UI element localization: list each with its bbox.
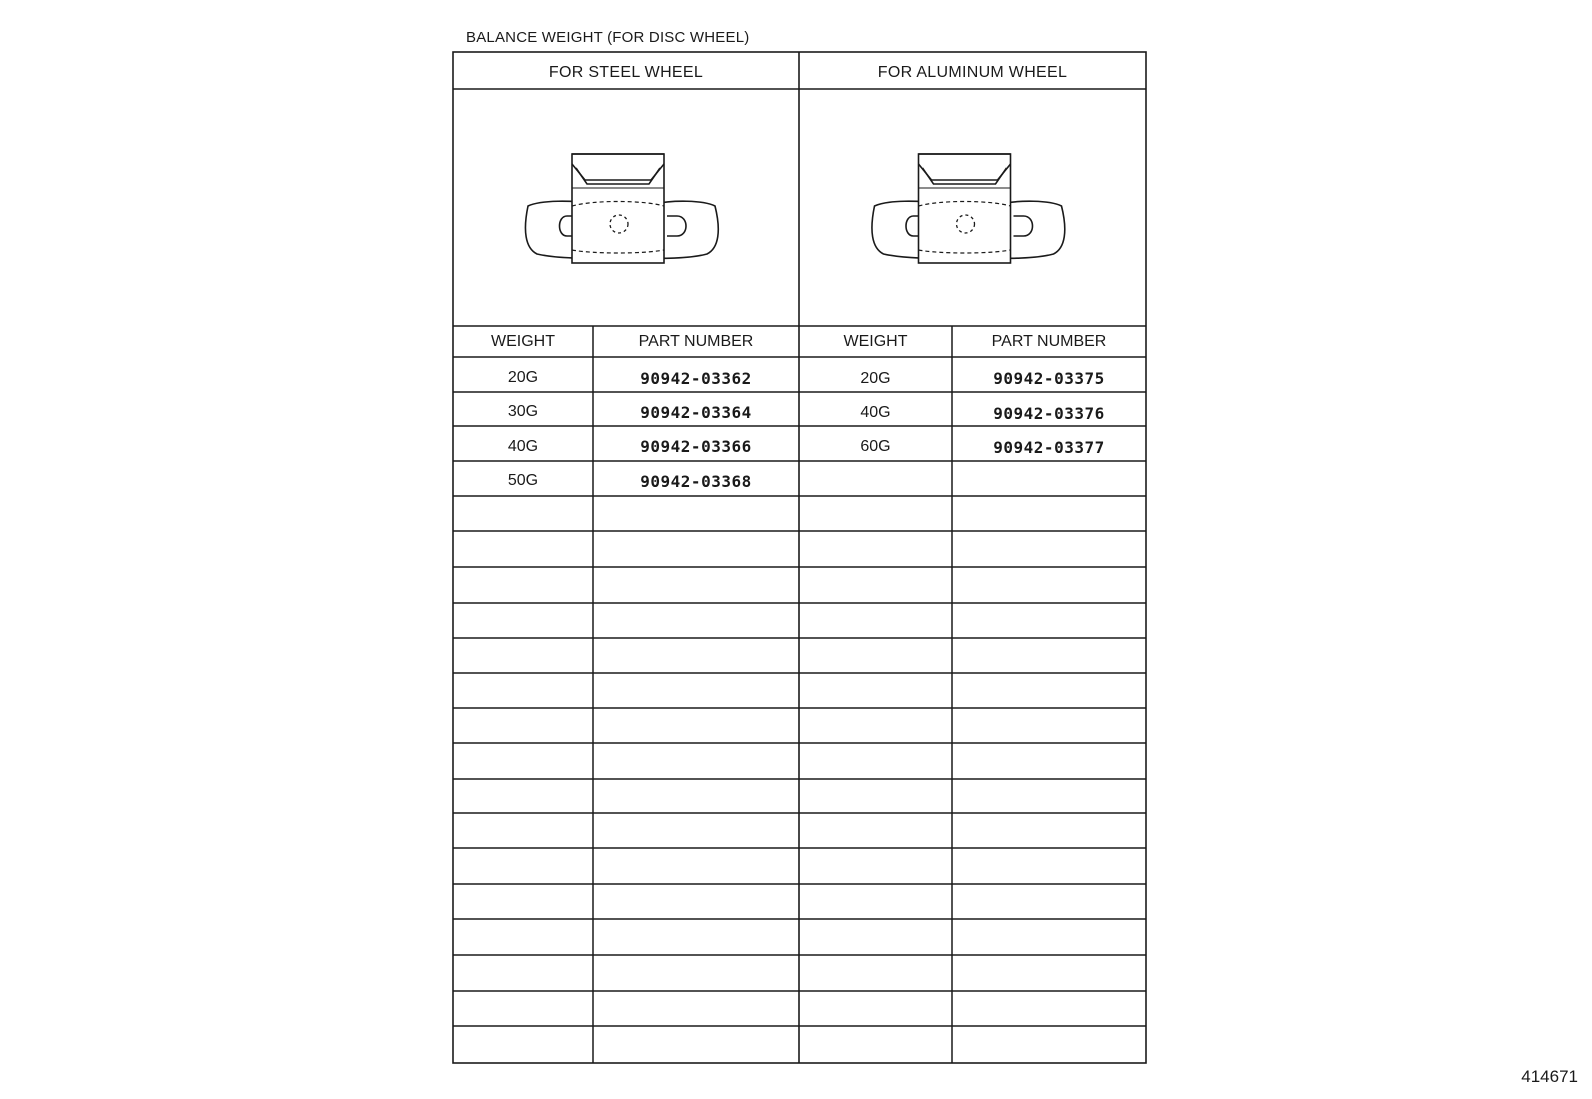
steel-row-weight: 30G [507, 403, 539, 420]
steel-row-part-number: 90942-03364 [640, 403, 752, 422]
aluminum-row-weight: 40G [860, 404, 891, 421]
steel-part-number-column-header: PART NUMBER [638, 333, 754, 350]
steel-row-part-number: 90942-03368 [640, 472, 752, 491]
document-title: BALANCE WEIGHT (FOR DISC WHEEL) [466, 29, 750, 46]
steel-row-weight: 50G [507, 472, 539, 489]
aluminum-wheel-heading: FOR ALUMINUM WHEEL [877, 64, 1068, 81]
steel-clip-weight-icon [453, 90, 799, 326]
steel-row-part-number: 90942-03366 [640, 437, 752, 456]
steel-row-weight: 20G [507, 369, 539, 386]
figure-id: 414671 [1521, 1067, 1578, 1086]
steel-row-part-number: 90942-03362 [640, 369, 752, 388]
aluminum-row-weight: 20G [860, 370, 891, 387]
aluminum-row-weight: 60G [860, 438, 891, 455]
aluminum-weight-column-header: WEIGHT [843, 333, 908, 350]
steel-weight-column-header: WEIGHT [491, 333, 555, 350]
aluminum-clip-weight-icon [799, 90, 1146, 326]
aluminum-row-part-number: 90942-03377 [993, 438, 1105, 457]
aluminum-row-part-number: 90942-03375 [993, 369, 1105, 388]
aluminum-row-part-number: 90942-03376 [993, 404, 1105, 423]
steel-wheel-heading: FOR STEEL WHEEL [548, 64, 704, 81]
aluminum-part-number-column-header: PART NUMBER [991, 333, 1107, 350]
steel-row-weight: 40G [507, 438, 539, 455]
